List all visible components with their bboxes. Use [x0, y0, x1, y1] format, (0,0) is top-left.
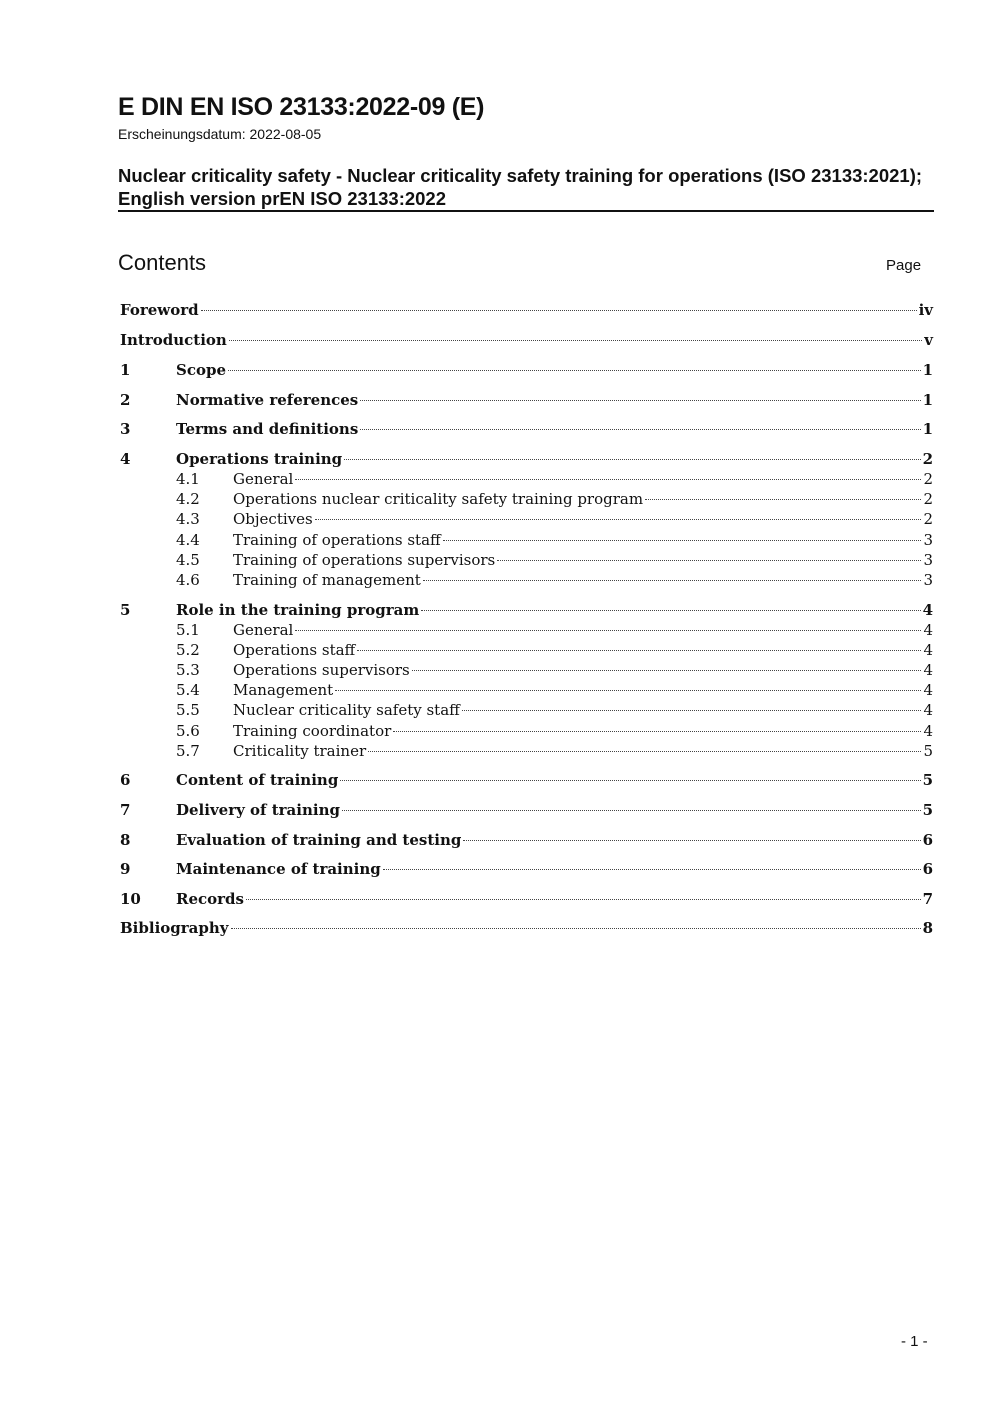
toc-entry-title: Training of operations supervisors	[233, 551, 496, 569]
toc-dot-leader	[645, 499, 921, 500]
toc-dot-leader	[342, 810, 921, 811]
toc-entry-number: 4.1	[176, 470, 200, 488]
toc-entry[interactable]	[120, 360, 933, 380]
toc-entry-number: 1	[120, 361, 131, 379]
toc-entry-page: 4	[923, 681, 933, 699]
document-title: Nuclear criticality safety - Nuclear criticality safety training for operations (ISO 23133:2021); English version prEN ISO 23133:2022	[118, 165, 923, 209]
toc-entry-title: Scope	[176, 361, 227, 379]
toc-entry-number: 7	[120, 801, 131, 819]
toc-entry[interactable]	[120, 918, 933, 938]
toc-entry-page: 4	[923, 701, 933, 719]
toc-entry[interactable]	[176, 530, 933, 550]
toc-entry-page: 2	[923, 470, 933, 488]
toc-entry[interactable]	[120, 449, 933, 469]
toc-entry[interactable]	[120, 770, 933, 790]
toc-dot-leader	[231, 928, 921, 929]
toc-entry-number: 8	[120, 831, 131, 849]
toc-entry-number: 5.1	[176, 621, 200, 639]
toc-entry[interactable]	[176, 741, 933, 761]
toc-entry-title: Objectives	[233, 510, 313, 528]
toc-entry[interactable]	[176, 721, 933, 741]
toc-entry-number: 10	[120, 890, 141, 908]
toc-entry[interactable]	[120, 419, 933, 439]
toc-entry-title: Training of operations staff	[233, 531, 441, 549]
toc-entry-title: Bibliography	[120, 919, 229, 937]
toc-dot-leader	[393, 731, 921, 732]
toc-entry[interactable]	[120, 859, 933, 879]
toc-dot-leader	[368, 751, 921, 752]
toc-dot-leader	[421, 610, 920, 611]
toc-dot-leader	[462, 710, 922, 711]
toc-dot-leader	[344, 459, 920, 460]
page-column-heading: Page	[886, 257, 922, 274]
toc-entry-title: General	[233, 621, 294, 639]
publication-date: Erscheinungsdatum: 2022-08-05	[118, 126, 322, 142]
toc-entry-page: iv	[918, 301, 933, 319]
toc-entry-number: 5.3	[176, 661, 200, 679]
toc-entry-title: Operations staff	[233, 641, 356, 659]
toc-entry-page: 6	[922, 831, 933, 849]
toc-dot-leader	[360, 429, 920, 430]
toc-entry-number: 4.6	[176, 571, 200, 589]
toc-entry-page: 1	[922, 420, 933, 438]
toc-dot-leader	[315, 519, 922, 520]
toc-entry-page: 4	[923, 722, 933, 740]
toc-dot-leader	[340, 780, 920, 781]
toc-entry-number: 4.3	[176, 510, 200, 528]
toc-entry-page: 1	[922, 391, 933, 409]
toc-dot-leader	[497, 560, 921, 561]
toc-dot-leader	[246, 899, 921, 900]
toc-entry-title: Role in the training program	[176, 601, 420, 619]
toc-entry-page: 1	[922, 361, 933, 379]
toc-dot-leader	[383, 869, 921, 870]
toc-entry[interactable]	[176, 660, 933, 680]
toc-dot-leader	[412, 670, 922, 671]
toc-entry-title: Content of training	[176, 771, 339, 789]
toc-entry-page: 5	[923, 742, 933, 760]
toc-entry[interactable]	[176, 640, 933, 660]
toc-entry[interactable]	[120, 600, 933, 620]
toc-entry-page: 8	[922, 919, 933, 937]
toc-entry[interactable]	[176, 489, 933, 509]
toc-entry-number: 5.6	[176, 722, 200, 740]
toc-entry-number: 5	[120, 601, 131, 619]
toc-entry-number: 5.7	[176, 742, 200, 760]
toc-dot-leader	[423, 580, 922, 581]
toc-entry-page: 5	[922, 771, 933, 789]
toc-entry-title: Operations nuclear criticality safety training program	[233, 490, 644, 508]
document-id: E DIN EN ISO 23133:2022-09 (E)	[118, 93, 485, 121]
toc-entry-page: 2	[923, 510, 933, 528]
toc-entry-number: 4.2	[176, 490, 200, 508]
toc-entry-title: Management	[233, 681, 334, 699]
toc-entry-number: 3	[120, 420, 131, 438]
toc-entry[interactable]	[176, 620, 933, 640]
toc-entry-title: Maintenance of training	[176, 860, 381, 878]
contents-heading: Contents	[118, 250, 207, 275]
toc-entry-title: Operations training	[176, 450, 343, 468]
toc-entry-page: 4	[923, 621, 933, 639]
toc-entry-title: Normative references	[176, 391, 359, 409]
toc-dot-leader	[443, 540, 922, 541]
toc-entry-page: 5	[922, 801, 933, 819]
toc-entry-title: Operations supervisors	[233, 661, 410, 679]
toc-entry-number: 6	[120, 771, 131, 789]
toc-entry-title: Evaluation of training and testing	[176, 831, 462, 849]
toc-entry-page: 4	[922, 601, 933, 619]
toc-entry-number: 2	[120, 391, 131, 409]
toc-entry-title: Foreword	[120, 301, 199, 319]
toc-entry-page: 2	[923, 490, 933, 508]
toc-entry[interactable]	[176, 509, 933, 529]
toc-dot-leader	[357, 650, 921, 651]
toc-entry-number: 4.4	[176, 531, 200, 549]
toc-entry[interactable]	[120, 889, 933, 909]
toc-dot-leader	[295, 630, 921, 631]
toc-entry-page: 2	[922, 450, 933, 468]
toc-entry-title: Terms and definitions	[176, 420, 359, 438]
toc-entry-number: 5.4	[176, 681, 200, 699]
page-number: - 1 -	[901, 1333, 928, 1350]
toc-dot-leader	[463, 840, 920, 841]
toc-entry-number: 4	[120, 450, 131, 468]
toc-entry-number: 9	[120, 860, 131, 878]
toc-entry[interactable]	[176, 550, 933, 570]
toc-entry-title: Training of management	[233, 571, 421, 589]
toc-entry[interactable]	[176, 700, 933, 720]
toc-dot-leader	[335, 690, 921, 691]
toc-entry[interactable]	[176, 570, 933, 590]
toc-entry-number: 5.5	[176, 701, 200, 719]
toc-dot-leader	[229, 340, 922, 341]
toc-dot-leader	[360, 400, 920, 401]
toc-dot-leader	[201, 310, 917, 311]
toc-entry-title: Delivery of training	[176, 801, 340, 819]
toc-entry[interactable]	[120, 800, 933, 820]
toc-entry-number: 5.2	[176, 641, 200, 659]
toc-entry[interactable]	[120, 330, 933, 350]
toc-entry-page: 3	[923, 571, 933, 589]
toc-entry[interactable]	[176, 469, 933, 489]
toc-entry-title: Training coordinator	[233, 722, 392, 740]
toc-entry[interactable]	[120, 390, 933, 410]
toc-entry-title: Records	[176, 890, 244, 908]
toc-dot-leader	[295, 479, 921, 480]
toc-entry-page: 3	[923, 531, 933, 549]
toc-entry-page: 3	[923, 551, 933, 569]
toc-entry-page: 6	[922, 860, 933, 878]
toc-entry-number: 4.5	[176, 551, 200, 569]
toc-entry-page: 4	[923, 661, 933, 679]
toc-entry-title: Nuclear criticality safety staff	[233, 701, 460, 719]
toc-entry-title: General	[233, 470, 294, 488]
toc-dot-leader	[228, 370, 921, 371]
toc-entry[interactable]	[176, 680, 933, 700]
toc-entry-page: 4	[923, 641, 933, 659]
toc-entry[interactable]	[120, 300, 933, 320]
toc-entry-title: Criticality trainer	[233, 742, 367, 760]
toc-entry[interactable]	[120, 830, 933, 850]
toc-entry-page: v	[924, 331, 933, 349]
toc-entry-page: 7	[922, 890, 933, 908]
toc-entry-title: Introduction	[120, 331, 227, 349]
